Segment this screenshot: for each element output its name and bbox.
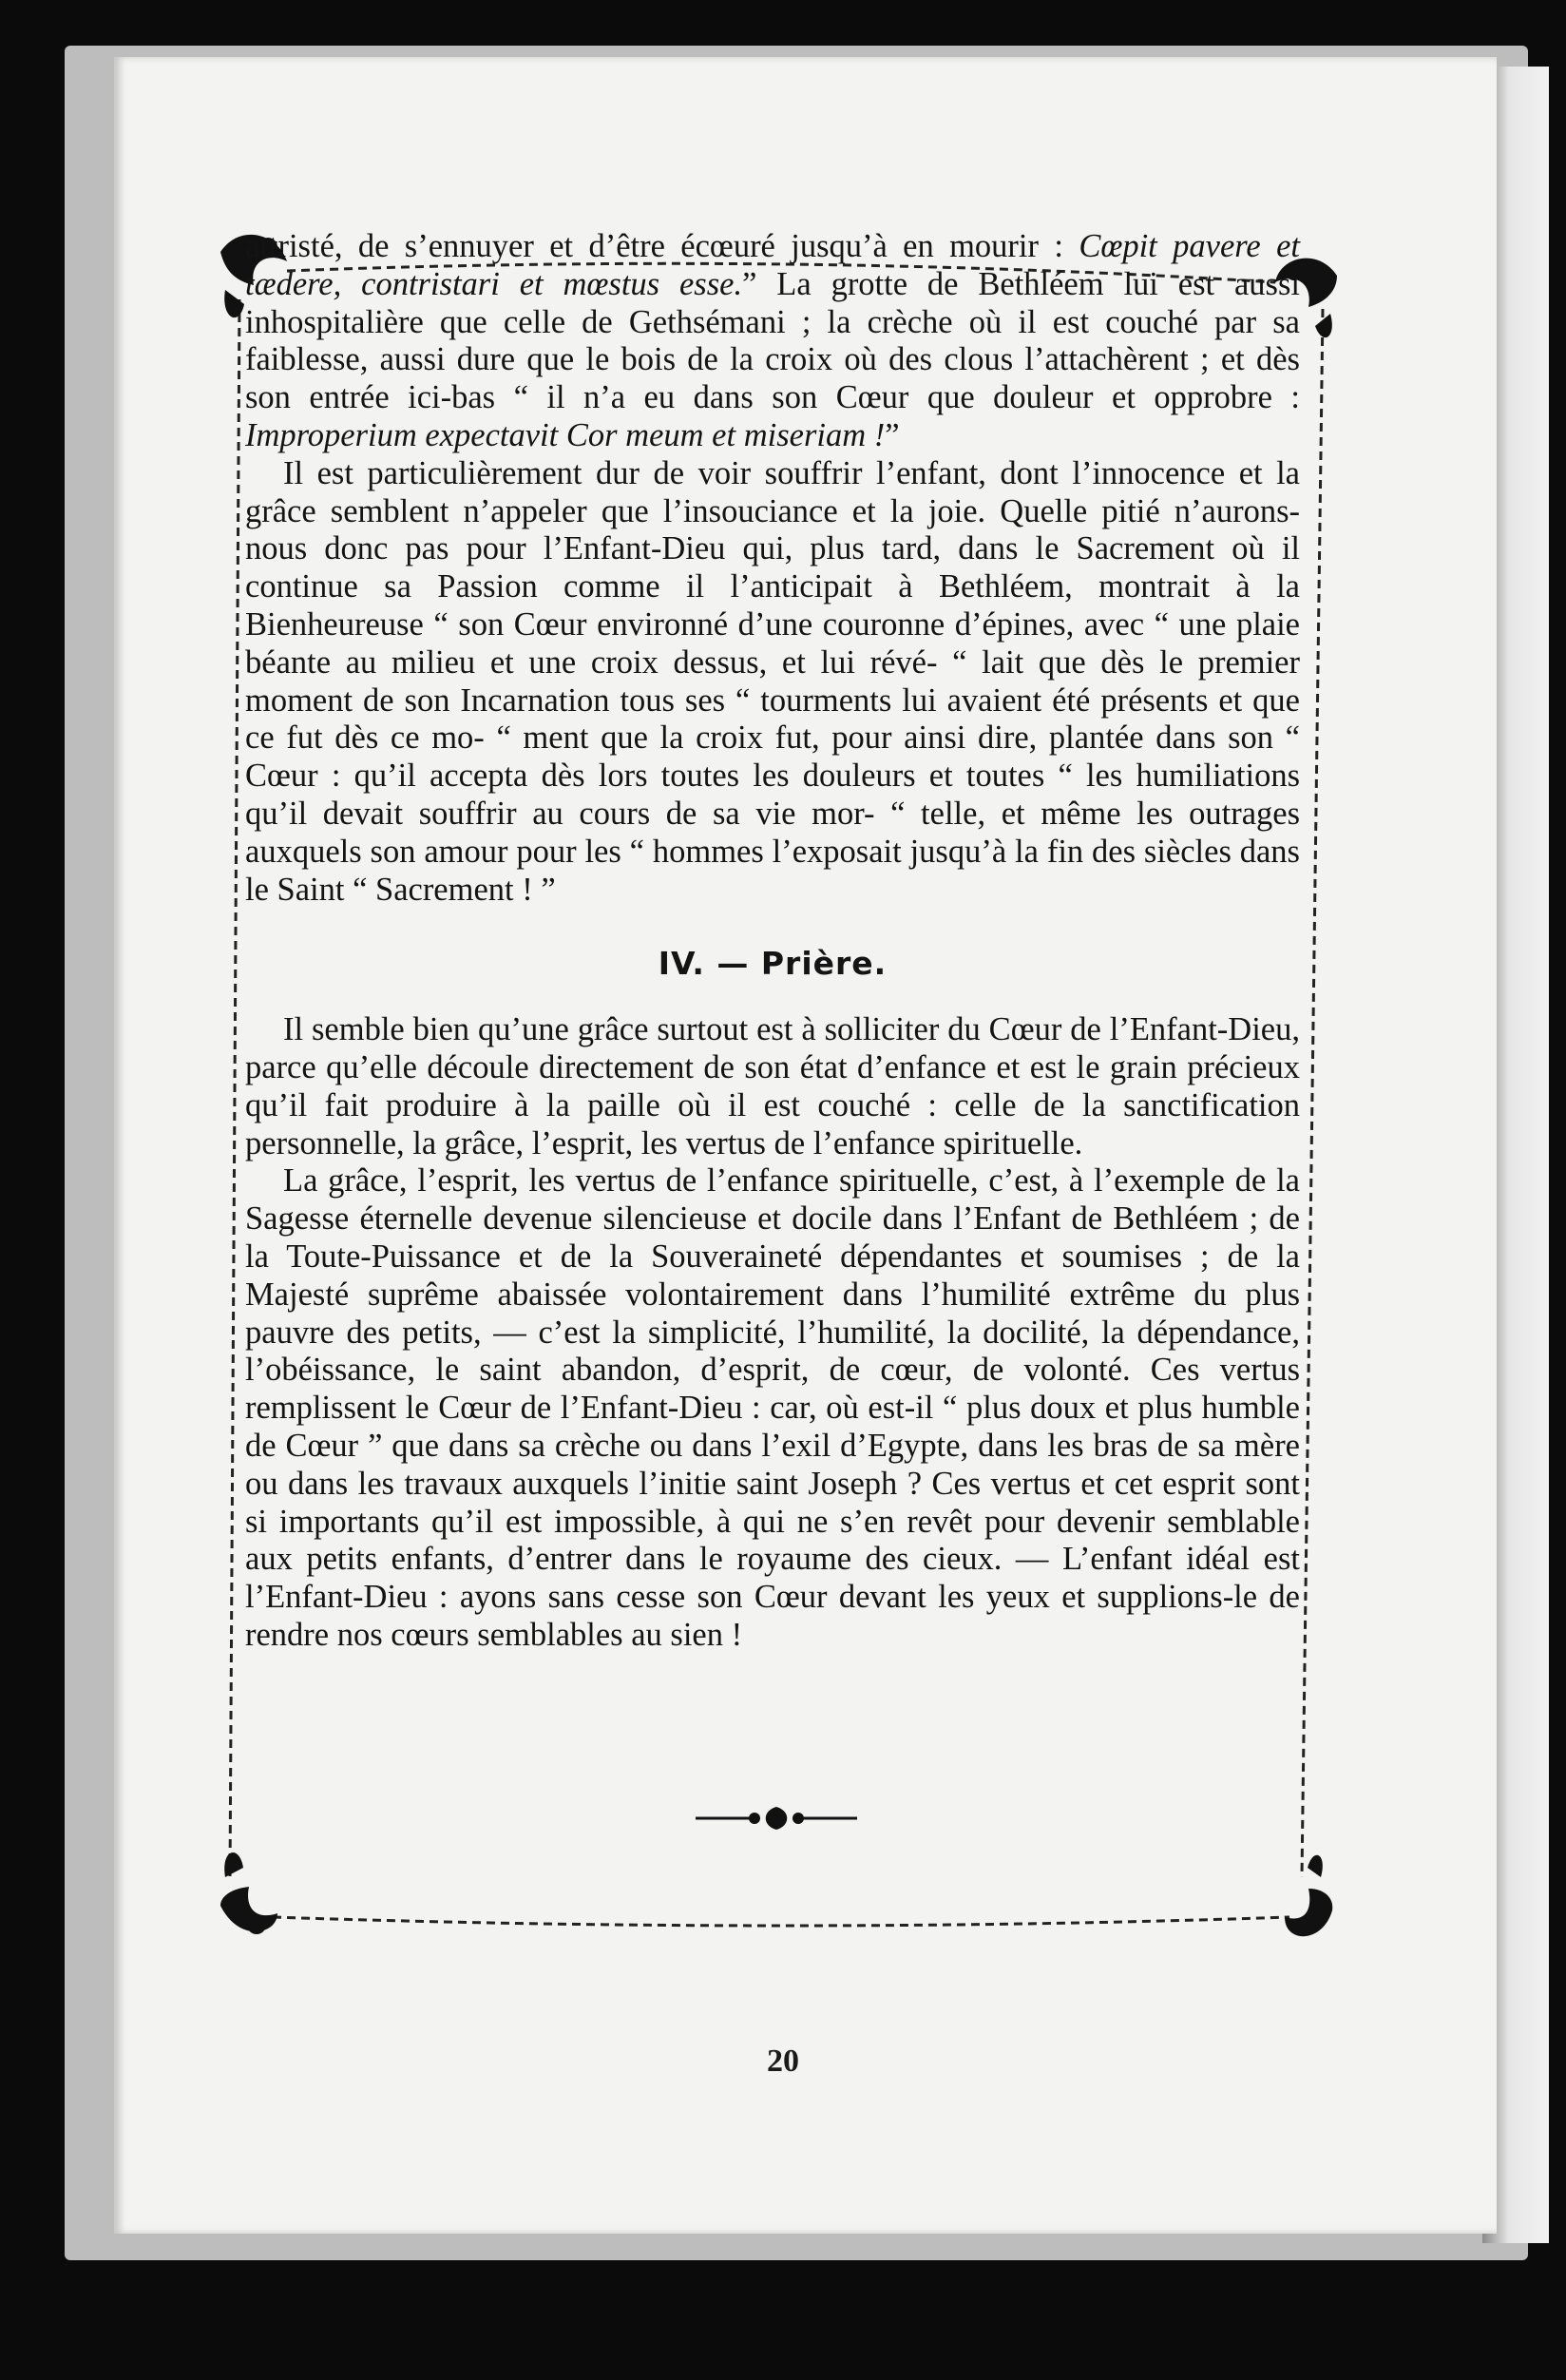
page-text <box>245 228 1300 1655</box>
paragraph-2: Il est particulièrement dur de voir souffrir l’enfant, dont l’innocence et la grâce semblent n’appeler que l’insouciance et la joie. Quelle pitié n’aurons-nous donc pas pour l’Enfant-Dieu qui, plus tard, dans le Sacrement où il continue sa Passion comme il l’anticipait à Bethléem, montrait à la Bienheureuse “ son Cœur environné d’une couronne d’épines, avec “ une plaie béante au milieu et une croix dessus, et lui révé- “ lait que dès le premier moment de son Incarnation tous ses “ tourments lui avaient été présents et que ce fut dès ce mo- “ ment que la croix fut, pour ainsi dire, plantée dans son “ Cœur : qu’il accepta dès lors toutes les douleurs et toutes “ les humiliations qu’il devait souffrir au cours de sa vie mor- “ telle, et même les outrages auxquels son amour pour les “ hommes l’exposait jusqu’à la fin des siècles dans le Saint “ Sacrement ! ” <box>245 454 1300 908</box>
latin-quote-2: Improperium expectavit Cor meum et miseriam ! <box>245 416 886 453</box>
page-number: 20 <box>767 2044 799 2079</box>
paragraph-1-text: attristé, de s’ennuyer et d’être écœuré jusqu’à en mourir : <box>245 228 1079 264</box>
paragraph-4: La grâce, l’esprit, les vertus de l’enfance spirituelle, c’est, à l’exemple de la Sagesse éternelle devenue silencieuse et docile dans l’Enfant de Bethléem ; de la Toute-Puissance et de la Souveraineté dépendantes et soumises ; de la Majesté suprême abaissée volontairement dans l’humilité extrême du plus pauvre des petits, — c’est la simplicité, l’humilité, la docilité, la dépendance, l’obéissance, le saint abandon, d’esprit, de cœur, de volonté. Ces vertus remplissent le Cœur de l’Enfant-Dieu : car, où est-il “ plus doux et plus humble de Cœur ” que dans sa crèche ou dans l’exil d’Egypte, dans les bras de sa mère ou dans les travaux auxquels l’initie saint Joseph ? Ces vertus et cet esprit sont si importants qu’il est impossible, à qui ne s’en revêt pour devenir semblable aux petits enfants, d’entrer dans le royaume des cieux. — L’enfant idéal est l’Enfant-Dieu : ayons sans cesse son Cœur devant les yeux et supplions-le de rendre nos cœurs semblables au sien ! <box>245 1162 1300 1653</box>
paragraph-1 <box>245 228 1300 455</box>
paragraph-1-text-cont: ” La grotte de Bethléem lui est aussi inhospitalière que celle de Gethsémani ; la crèche où il est couché par sa faiblesse, aussi dure que le bois de la croix où des clous l’attachèrent ; et dès son entrée ici-bas “ il n’a eu dans son Cœur que douleur et opprobre : <box>245 265 1300 416</box>
latin-quote-1: Cœpit pavere et tædere, contristari et mœstus esse. <box>245 228 1300 302</box>
section-title: IV. — Prière. <box>658 945 888 983</box>
paragraph-3: Il semble bien qu’une grâce surtout est à solliciter du Cœur de l’Enfant-Dieu, parce qu’elle découle directement de son état d’enfance et est le grain précieux qu’il fait produire à la paille où il est couché : celle de la sanctification personnelle, la grâce, l’esprit, les vertus de l’enfance spirituelle. <box>245 1011 1300 1161</box>
paragraph-1-end: ” <box>885 416 900 453</box>
